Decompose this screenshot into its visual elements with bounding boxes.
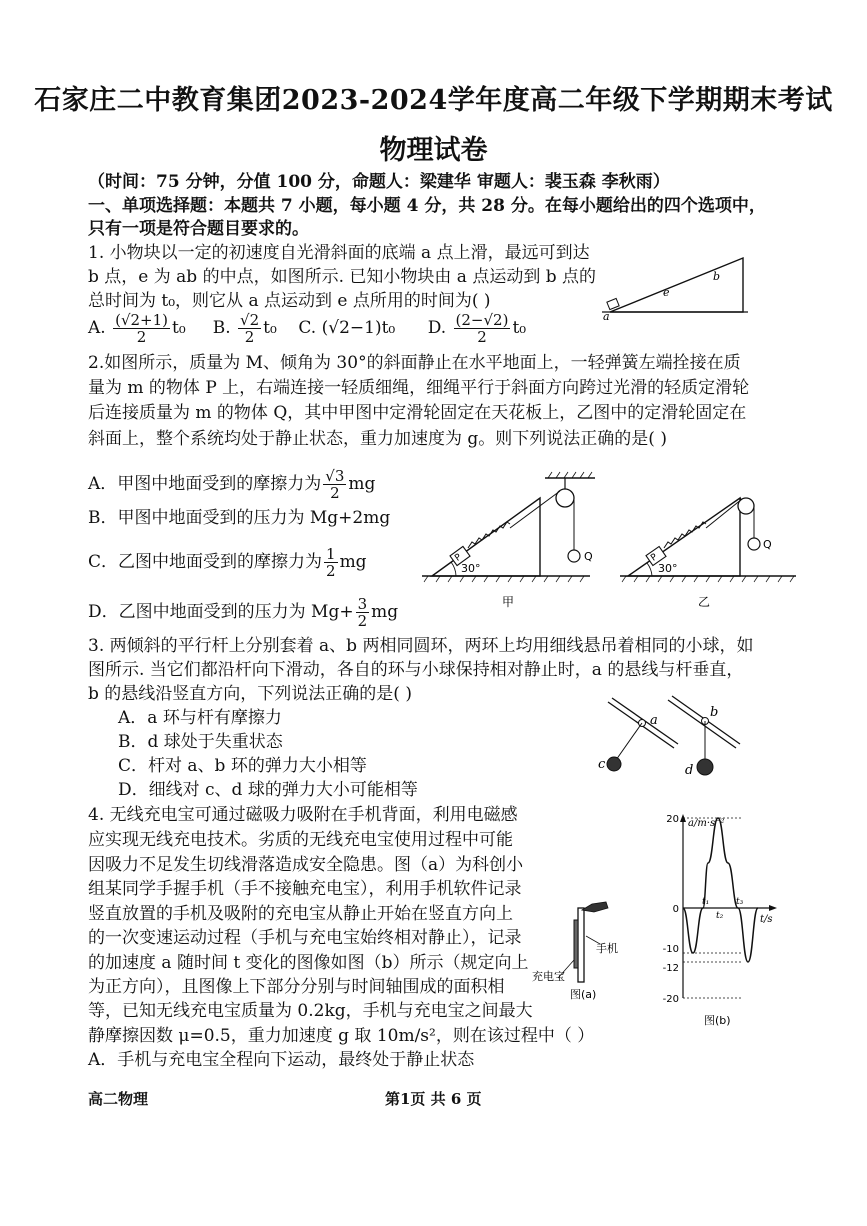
q2y-ground-hatch bbox=[622, 576, 794, 582]
q1-optA-den: 2 bbox=[136, 328, 147, 346]
q1-optB-tail: t₀ bbox=[263, 318, 277, 338]
q3-rod-b-1 bbox=[668, 700, 736, 748]
q4b-tick-labels bbox=[663, 814, 679, 1005]
q1-label-e: e bbox=[663, 286, 670, 299]
q2y-ball-Q bbox=[748, 538, 760, 550]
q4b-y-tick-label: -10 bbox=[662, 944, 679, 955]
q4-line6: 的一次变速运动过程（手机与充电宝始终相对静止），记录 bbox=[88, 928, 522, 948]
q1-optA-label: A. bbox=[88, 318, 106, 338]
q3-optB: B．d 球处于失重状态 bbox=[118, 732, 283, 752]
q2j-ball-Q bbox=[568, 550, 580, 562]
q1-optA-num: (√2+1) bbox=[115, 311, 169, 329]
q4-line2: 应实现无线充电技术。劣质的无线充电宝使用过程中可能 bbox=[88, 830, 513, 850]
q3-line2: 图所示. 当它们都沿杆向下滑动，各自的环与小球保持相对静止时，a 的悬线与杆垂直， bbox=[88, 660, 744, 680]
q2y-label-Q: Q bbox=[763, 538, 772, 551]
q3-line1: 3. 两倾斜的平行杆上分别套着 a、b 两相同圆环，两环上均用细线悬吊着相同的小球，如 bbox=[88, 636, 754, 656]
q2j-label-P: P bbox=[453, 552, 464, 564]
q4b-x-arrow bbox=[769, 905, 777, 911]
q4-line5: 竖直放置的手机及吸附的充电宝从静止开始在竖直方向上 bbox=[88, 904, 513, 924]
q1-optB-frac bbox=[238, 312, 261, 345]
q4-line4: 组某同学手握手机（手不接触充电宝），利用手机软件记录 bbox=[88, 879, 522, 899]
q2-optD bbox=[88, 596, 398, 629]
exam-subtitle: 物理试卷 bbox=[379, 135, 488, 166]
q2y-label-P: P bbox=[649, 552, 660, 564]
q2j-ground-hatch bbox=[424, 576, 584, 582]
q2-optC bbox=[88, 546, 367, 579]
q1-optD-den: 2 bbox=[477, 328, 487, 346]
q1-optB-den: 2 bbox=[244, 328, 255, 346]
q3-line3: b 的悬线沿竖直方向，下列说法正确的是( ) bbox=[88, 684, 412, 704]
q4b-t2: t₂ bbox=[716, 911, 724, 921]
q1-optD-label: D. bbox=[427, 318, 447, 338]
q4a-hand bbox=[582, 902, 608, 912]
q4-figure-b-chart bbox=[648, 812, 788, 1030]
q2j-incline bbox=[432, 498, 540, 576]
q2-optD-pre: D．乙图中地面受到的压力为 Mg+ bbox=[88, 602, 354, 622]
q3-label-b: b bbox=[710, 705, 719, 720]
q2y-caption: 乙 bbox=[698, 595, 711, 609]
q1-line1: 1. 小物块以一定的初速度自光滑斜面的底端 a 点上滑，最远可到达 bbox=[88, 243, 590, 263]
q1-block bbox=[607, 298, 619, 309]
q1-incline bbox=[610, 258, 743, 312]
q4b-y-tick-label: -20 bbox=[662, 994, 679, 1005]
q3-label-c: c bbox=[598, 757, 606, 772]
q2y-angle-arc bbox=[647, 563, 652, 576]
q2-line3: 后连接质量为 m 的物体 Q，其中甲图中定滑轮固定在天花板上，乙图中的定滑轮固定在 bbox=[88, 403, 747, 423]
q2-figure-jia bbox=[420, 468, 610, 613]
q2-optC-frac bbox=[324, 546, 338, 579]
q1-optD-tail: t₀ bbox=[512, 318, 527, 338]
q2y-label-angle: 30° bbox=[658, 562, 678, 575]
q4a-phone bbox=[578, 908, 584, 982]
q2-optC-tail: mg bbox=[339, 552, 367, 572]
q3-label-d: d bbox=[685, 763, 694, 778]
q1-label-b: b bbox=[713, 270, 721, 283]
q2-optD-tail: mg bbox=[371, 602, 399, 622]
q2-optC-num: 1 bbox=[326, 545, 336, 563]
q4-line8: 为正方向），且图像上下部分分别与时间轴围成的面积相 bbox=[88, 977, 505, 997]
q4a-power-bank bbox=[574, 920, 578, 968]
q4b-y-tick-label: 0 bbox=[672, 904, 679, 915]
footer-page-number: 第1页 共 6 页 bbox=[385, 1090, 482, 1108]
exam-info: （时间：75 分钟，分值 100 分，命题人：梁建华 审题人：裴玉森 李秋雨） bbox=[88, 172, 670, 192]
q1-optC: C. (√2−1)t₀ bbox=[298, 318, 396, 338]
q1-optB-label: B. bbox=[212, 318, 231, 338]
q4b-t3: t₃ bbox=[736, 897, 744, 907]
q4b-y-tick-label: 20 bbox=[666, 814, 679, 825]
q4b-y-tick-label: -12 bbox=[662, 963, 679, 974]
q4-line10: 静摩擦因数 μ=0.5，重力加速度 g 取 10m/s²，则在该过程中（ ） bbox=[88, 1026, 595, 1046]
q3-ball-d bbox=[697, 759, 713, 775]
q2j-label-Q: Q bbox=[584, 550, 593, 563]
q1-label-a: a bbox=[603, 310, 610, 322]
q2-optD-num: 3 bbox=[357, 595, 368, 613]
q4-optA: A．手机与充电宝全程向下运动，最终处于静止状态 bbox=[88, 1050, 475, 1070]
q1-optD-num: (2−√2) bbox=[455, 311, 509, 329]
q1-line2: b 点，e 为 ab 的中点，如图所示. 已知小物块由 a 点运动到 b 点的 bbox=[88, 267, 597, 287]
section-heading-1: 一、单项选择题：本题共 7 小题，每小题 4 分，共 28 分。在每小题给出的四个选项中， bbox=[88, 196, 766, 216]
q4b-t1: t₁ bbox=[702, 897, 710, 907]
section-heading-2: 只有一项是符合题目要求的。 bbox=[88, 219, 309, 239]
q2j-label-angle: 30° bbox=[461, 562, 481, 575]
q1-optB-num: √2 bbox=[240, 311, 260, 329]
q1-line3: 总时间为 t₀，则它从 a 点运动到 e 点所用的时间为( ) bbox=[88, 291, 491, 311]
q2-optC-den: 2 bbox=[326, 562, 336, 580]
footer-subject: 高二物理 bbox=[88, 1090, 149, 1108]
q2-line4: 斜面上，整个系统均处于静止状态，重力加速度为 g。则下列说法正确的是( ) bbox=[88, 429, 667, 449]
q4b-series-line bbox=[683, 818, 758, 962]
q2j-ceiling-hatch bbox=[548, 472, 592, 478]
q2-optD-den: 2 bbox=[357, 612, 368, 630]
q2j-caption: 甲 bbox=[502, 595, 515, 609]
q1-optA-frac bbox=[113, 312, 170, 345]
q3-optD: D．细线对 c、d 球的弹力大小可能相等 bbox=[118, 780, 418, 800]
q2-optB: B．甲图中地面受到的压力为 Mg+2mg bbox=[88, 508, 391, 528]
q1-incline-figure bbox=[600, 250, 750, 322]
q3-thread-a bbox=[616, 723, 642, 760]
q4b-y-label: a/m·s⁻² bbox=[688, 818, 725, 829]
q4a-label-bank: 充电宝 bbox=[532, 970, 565, 983]
q2-line1: 2.如图所示，质量为 M、倾角为 30°的斜面静止在水平地面上，一轻弹簧左端拴接在质 bbox=[88, 353, 741, 373]
q2-optA-den: 2 bbox=[330, 484, 340, 502]
q1-optD-frac bbox=[454, 312, 511, 345]
q3-ball-c bbox=[607, 757, 621, 771]
q3-figure bbox=[590, 690, 750, 790]
q1-optA-tail: t₀ bbox=[172, 318, 186, 338]
q2-optA bbox=[88, 468, 375, 501]
q4-line3: 因吸力不足发生切线滑落造成安全隐患。图（a）为科创小 bbox=[88, 855, 524, 875]
q1-options bbox=[88, 312, 526, 345]
q2-optA-tail: mg bbox=[348, 474, 376, 494]
q2y-incline bbox=[628, 498, 740, 576]
q4a-label-phone: 手机 bbox=[596, 942, 618, 955]
q4b-caption: 图(b) bbox=[704, 1014, 731, 1027]
q4-line9: 等，已知无线充电宝质量为 0.2kg，手机与充电宝之间最大 bbox=[88, 1001, 533, 1021]
q2-optA-num: √3 bbox=[325, 467, 345, 485]
q2-line2: 量为 m 的物体 P 上，右端连接一轻质细绳，细绳平行于斜面方向跨过光滑的轻质定滑轮 bbox=[88, 378, 750, 398]
q2-optD-frac bbox=[356, 596, 370, 629]
q2-optA-pre: A．甲图中地面受到的摩擦力为 bbox=[88, 474, 322, 494]
q4-line7: 的加速度 a 随时间 t 变化的图像如图（b）所示（规定向上 bbox=[88, 953, 529, 973]
q2-optC-pre: C．乙图中地面受到的摩擦力为 bbox=[88, 552, 323, 572]
q3-optA: A．a 环与杆有摩擦力 bbox=[118, 708, 282, 728]
q2j-angle-arc bbox=[451, 562, 456, 576]
q4a-caption: 图(a) bbox=[570, 988, 597, 1001]
q4-line1: 4. 无线充电宝可通过磁吸力吸附在手机背面，利用电磁感 bbox=[88, 805, 518, 825]
q2-optA-frac bbox=[323, 468, 346, 501]
q2-figure-yi bbox=[618, 468, 803, 613]
q3-label-a: a bbox=[650, 713, 658, 728]
q2y-rope-incline bbox=[706, 499, 742, 528]
q4-figure-a bbox=[530, 890, 635, 1010]
q4b-x-label: t/s bbox=[760, 914, 773, 925]
q3-optC: C．杆对 a、b 环的弹力大小相等 bbox=[118, 756, 367, 776]
exam-title: 石家庄二中教育集团2023-2024学年度高二年级下学期期末考试 bbox=[34, 85, 833, 116]
q2j-rope-incline bbox=[510, 491, 560, 528]
